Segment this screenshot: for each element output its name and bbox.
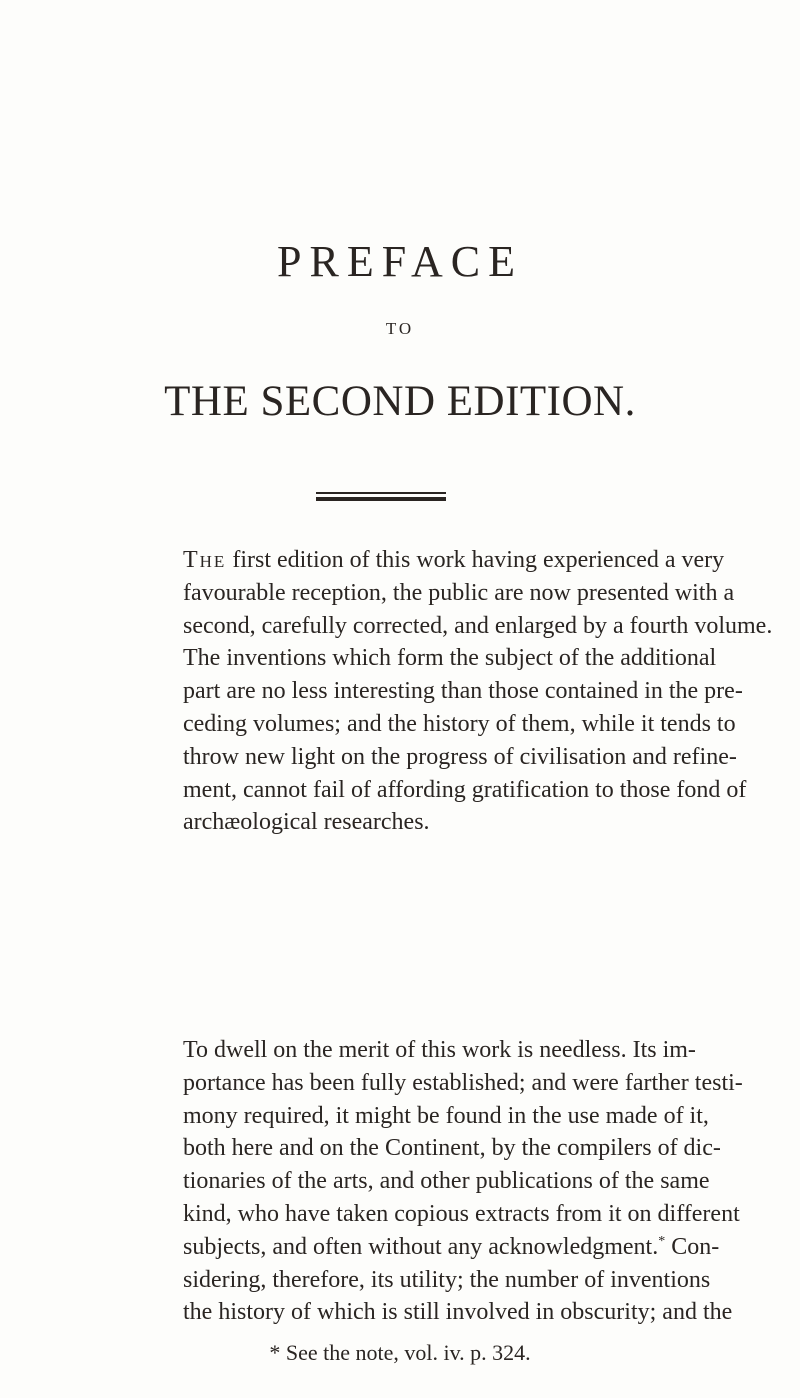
paragraph-line: To dwell on the merit of this work is needless. Its im- <box>183 1037 696 1063</box>
divider-rule-thick <box>316 497 446 501</box>
paragraph-line: mony required, it might be found in the use made of it, <box>183 1102 709 1129</box>
title-connector: TO <box>385 319 415 338</box>
paragraph-line: subjects, and often without any acknowledgment. <box>183 1233 659 1260</box>
paragraph-line: first edition of this work having experienced a very <box>226 547 725 573</box>
divider-rule-thin <box>316 492 446 494</box>
paragraph-line: ment, cannot fail of affording gratification to those fond of <box>183 776 747 803</box>
paragraph-merit <box>183 1034 743 1329</box>
footnote-marker: * <box>658 1233 666 1249</box>
paragraph-line-tail: Con- <box>665 1233 720 1260</box>
paragraph-line: archæological researches. <box>183 809 430 836</box>
paragraph-lead-word: The <box>183 547 227 573</box>
paragraph-line: the history of which is still involved in obscurity; and the <box>183 1299 733 1326</box>
page-subtitle: THE SECOND EDITION. <box>164 378 636 425</box>
paragraph-line: The inventions which form the subject of the additional <box>183 645 717 672</box>
paragraph-line: second, carefully corrected, and enlarged by a fourth volume. <box>183 612 773 639</box>
page-title: PREFACE <box>277 237 523 286</box>
paragraph-line: sidering, therefore, its utility; the number of inventions <box>183 1266 711 1293</box>
paragraph-line: portance has been fully established; and were farther testi- <box>183 1069 743 1096</box>
paragraph-line: kind, who have taken copious extracts from it on different <box>183 1200 740 1227</box>
paragraph-line: ceding volumes; and the history of them, while it tends to <box>183 710 736 737</box>
footnote: * See the note, vol. iv. p. 324. <box>269 1340 531 1365</box>
paragraph-line: tionaries of the arts, and other publications of the same <box>183 1168 710 1195</box>
paragraph-line: both here and on the Continent, by the compilers of dic- <box>183 1135 721 1162</box>
paragraph-first-edition <box>183 544 773 839</box>
paragraph-line: throw new light on the progress of civilisation and refine- <box>183 743 737 770</box>
paragraph-line: favourable reception, the public are now presented with a <box>183 579 735 606</box>
paragraph-line: part are no less interesting than those contained in the pre- <box>183 678 743 705</box>
